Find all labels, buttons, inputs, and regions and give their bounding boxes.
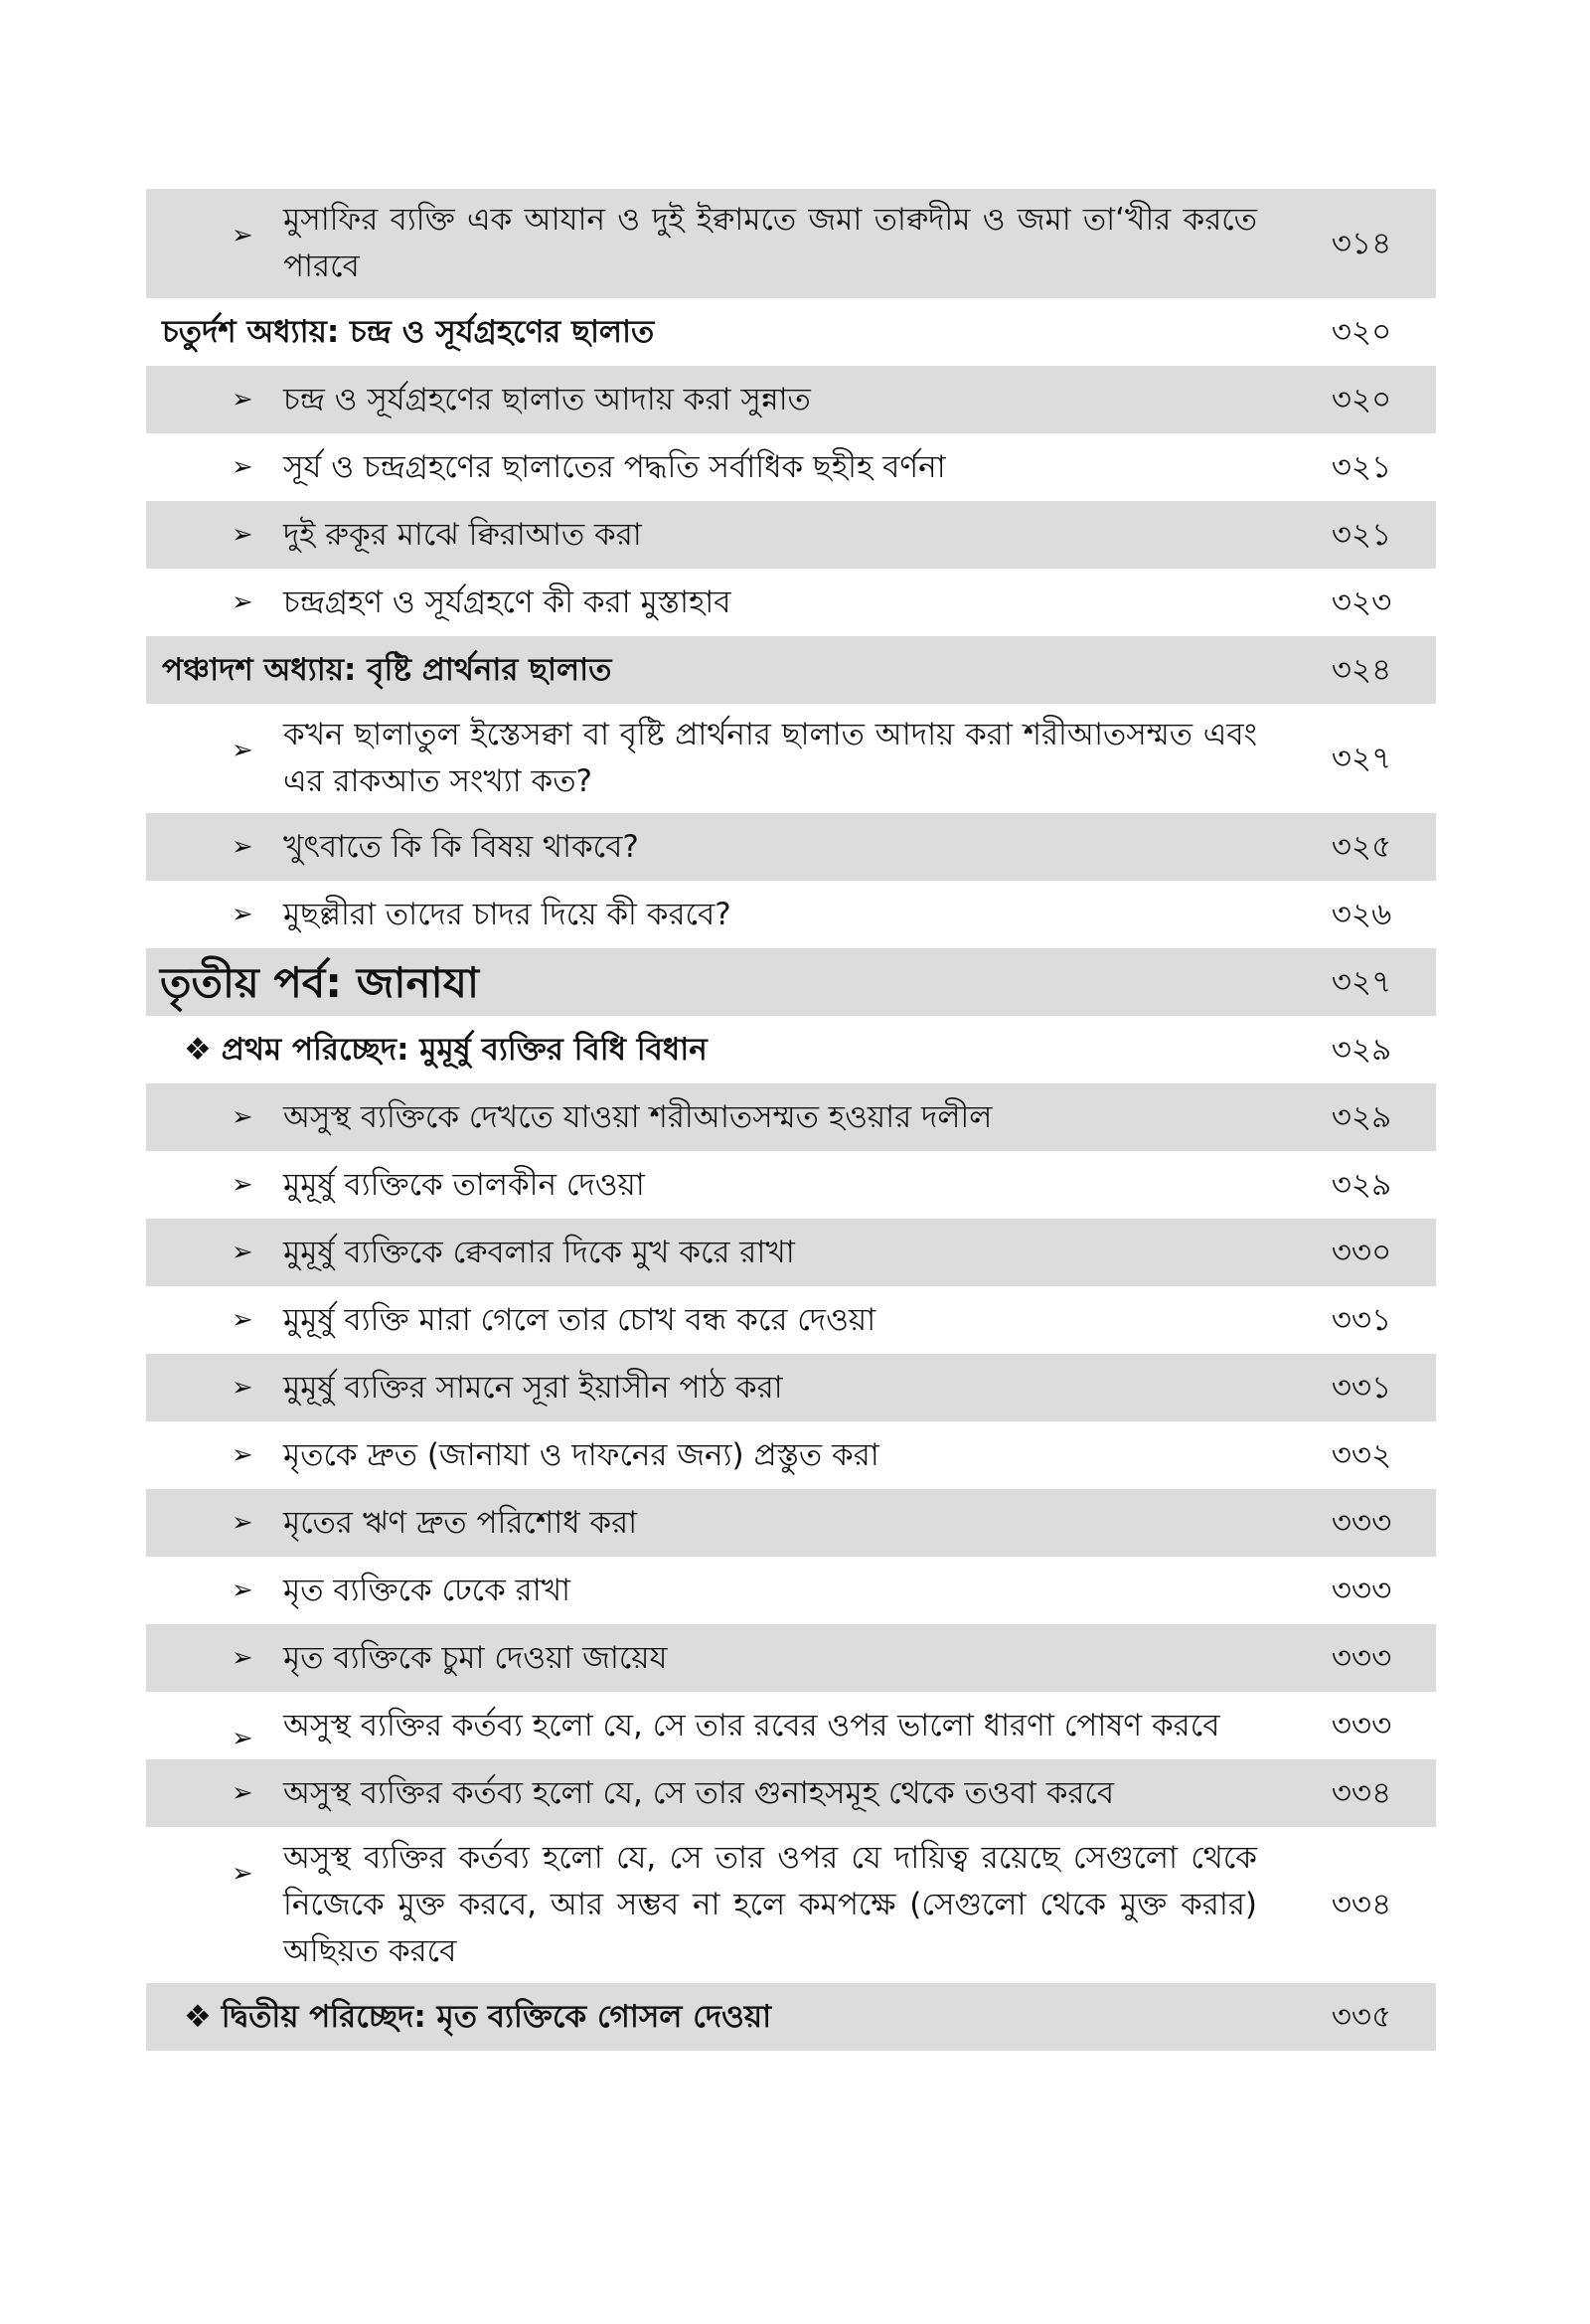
toc-entry xyxy=(146,366,1436,433)
toc-entry xyxy=(146,1759,1436,1827)
toc-entry-page: ৩২৯ xyxy=(1331,1031,1392,1068)
toc-entry-page: ৩৩৩ xyxy=(1331,1707,1392,1743)
toc-entry-title: মুছল্লীরা তাদের চাদর দিয়ে কী করবে? xyxy=(283,896,731,932)
arrowhead-bullet-icon: ➢ xyxy=(232,1724,253,1753)
toc-entry xyxy=(146,881,1436,948)
toc-entry-title: খুৎবাতে কি কি বিষয় থাকবে? xyxy=(283,828,639,865)
section-title-wrap xyxy=(146,1027,1287,1074)
toc-chapter-heading xyxy=(146,636,1436,704)
toc-section-heading xyxy=(146,1016,1436,1083)
toc-entry-title: মুমূর্ষু ব্যক্তিকে তালকীন দেওয়া xyxy=(283,1166,645,1203)
arrowhead-bullet-icon: ➢ xyxy=(232,587,253,617)
toc-entry-page: ৩২৯ xyxy=(1331,1166,1392,1203)
arrowhead-bullet-icon: ➢ xyxy=(232,1305,253,1335)
arrowhead-bullet-icon: ➢ xyxy=(232,221,253,250)
arrowhead-bullet-icon: ➢ xyxy=(232,520,253,550)
toc-part-heading xyxy=(146,948,1436,1016)
toc-entry-page: ৩৩৪ xyxy=(1331,1774,1392,1811)
toc-entry-page: ৩২১ xyxy=(1331,448,1392,485)
chapter-title: চতুর্দশ অধ্যায়: চন্দ্র ও সূর্যগ্রহণের ছালাত xyxy=(162,313,655,350)
toc-entry xyxy=(146,813,1436,881)
toc-entry-page: ৩৩১ xyxy=(1331,1369,1392,1406)
toc-entry-title: অসুস্থ ব্যক্তিকে দেখতে যাওয়া শরীআতসম্মত হওয়ার দলীল xyxy=(283,1098,993,1135)
arrowhead-bullet-icon: ➢ xyxy=(232,1576,253,1605)
toc-entry-title: মুসাফির ব্যক্তি এক আযান ও দুই ইক্বামতে জমা তাক্বদীম ও জমা তা‘খীর করতে পারবে xyxy=(283,202,1257,284)
toc-entry-page: ৩১৪ xyxy=(1331,225,1392,261)
toc-entry xyxy=(146,1286,1436,1354)
toc-entry-page: ৩৩২ xyxy=(1331,1436,1392,1473)
toc-entry-title: মৃত ব্যক্তিকে ঢেকে রাখা xyxy=(283,1572,571,1608)
toc-entry-page: ৩৩৫ xyxy=(1331,1998,1392,2035)
toc-entry xyxy=(146,1354,1436,1421)
part-title: তৃতীয় পর্ব: জানাযা xyxy=(160,957,480,1007)
section-title: দ্বিতীয় পরিচ্ছেদ: মৃত ব্যক্তিকে গোসল দেওয়া xyxy=(221,1998,772,2035)
arrowhead-bullet-icon: ➢ xyxy=(232,1440,253,1470)
arrowhead-bullet-icon: ➢ xyxy=(232,452,253,482)
toc-entry-title: মুমূর্ষু ব্যক্তির সামনে সূরা ইয়াসীন পাঠ করা xyxy=(283,1369,783,1406)
toc-entry xyxy=(146,1489,1436,1557)
toc-entry-page: ৩২০ xyxy=(1331,381,1392,417)
arrowhead-bullet-icon: ➢ xyxy=(232,1778,253,1808)
toc-entry xyxy=(146,1692,1436,1759)
toc-entry-page: ৩৩৩ xyxy=(1331,1639,1392,1676)
table-of-contents xyxy=(146,189,1436,2051)
toc-entry xyxy=(146,1151,1436,1219)
toc-entry-page: ৩২৭ xyxy=(1331,740,1392,776)
toc-chapter-heading xyxy=(146,298,1436,366)
chapter-title: পঞ্চাদশ অধ্যায়: বৃষ্টি প্রার্থনার ছালাত xyxy=(162,651,612,688)
toc-entry-title: অসুস্থ ব্যক্তির কর্তব্য হলো যে, সে তার গুনাহসমূহ থেকে তওবা করবে xyxy=(283,1774,1115,1811)
toc-entry-page: ৩২৫ xyxy=(1331,828,1392,865)
toc-entry-page: ৩২৭ xyxy=(1331,963,1392,1000)
toc-entry-page: ৩২৯ xyxy=(1331,1098,1392,1135)
section-title-wrap xyxy=(146,1994,1287,2041)
toc-entry xyxy=(146,704,1436,813)
arrowhead-bullet-icon: ➢ xyxy=(232,832,253,862)
toc-entry xyxy=(146,1421,1436,1489)
toc-entry-page: ৩২১ xyxy=(1331,516,1392,553)
toc-entry xyxy=(146,433,1436,501)
toc-entry xyxy=(146,1827,1436,1983)
toc-entry-page: ৩২০ xyxy=(1331,313,1392,350)
toc-entry-page: ৩৩৩ xyxy=(1331,1572,1392,1608)
arrowhead-bullet-icon: ➢ xyxy=(232,1170,253,1200)
toc-section-heading xyxy=(146,1983,1436,2051)
arrowhead-bullet-icon: ➢ xyxy=(232,1238,253,1267)
toc-entry xyxy=(146,189,1436,298)
toc-entry-page: ৩২৬ xyxy=(1331,896,1392,932)
diamond-ornament-icon: ❖ xyxy=(184,1998,212,2035)
toc-entry-title: মুমূর্ষু ব্যক্তিকে ক্বেবলার দিকে মুখ করে রাখা xyxy=(283,1234,795,1270)
toc-entry-page: ৩৩১ xyxy=(1331,1301,1392,1338)
toc-entry-title: মৃত ব্যক্তিকে চুমা দেওয়া জায়েয xyxy=(283,1639,668,1676)
toc-entry-title: মুমূর্ষু ব্যক্তি মারা গেলে তার চোখ বন্ধ করে দেওয়া xyxy=(283,1301,876,1338)
toc-entry xyxy=(146,501,1436,569)
arrowhead-bullet-icon: ➢ xyxy=(232,1373,253,1403)
arrowhead-bullet-icon: ➢ xyxy=(232,736,253,765)
toc-entry-page: ৩২৩ xyxy=(1331,583,1392,620)
toc-entry xyxy=(146,1624,1436,1692)
toc-entry xyxy=(146,569,1436,636)
toc-entry-title: চন্দ্রগ্রহণ ও সূর্যগ্রহণে কী করা মুস্তাহাব xyxy=(283,583,731,620)
toc-entry-title: মৃতের ঋণ দ্রুত পরিশোধ করা xyxy=(283,1504,638,1541)
arrowhead-bullet-icon: ➢ xyxy=(232,900,253,929)
toc-entry xyxy=(146,1557,1436,1624)
toc-entry-title: চন্দ্র ও সূর্যগ্রহণের ছালাত আদায় করা সুন্নাত xyxy=(283,381,811,417)
toc-entry-title: অসুস্থ ব্যক্তির কর্তব্য হলো যে, সে তার রবের ওপর ভালো ধারণা পোষণ করবে xyxy=(283,1707,1220,1743)
arrowhead-bullet-icon: ➢ xyxy=(232,1102,253,1132)
arrowhead-bullet-icon: ➢ xyxy=(232,1859,253,1889)
toc-entry-page: ৩২৪ xyxy=(1331,651,1392,688)
section-title: প্রথম পরিচ্ছেদ: মুমূর্ষু ব্যক্তির বিধি বিধান xyxy=(221,1031,708,1068)
toc-entry-title: অসুস্থ ব্যক্তির কর্তব্য হলো যে, সে তার ওপর যে দায়িত্ব রয়েছে সেগুলো থেকে নিজেকে মুক্ত করবে, আর সম্ভব না হলে কমপক্ষে (সেগুলো থেকে মুক্ত করার) অছিয়ত করবে xyxy=(283,1840,1257,1969)
arrowhead-bullet-icon: ➢ xyxy=(232,385,253,415)
toc-entry xyxy=(146,1083,1436,1151)
diamond-ornament-icon: ❖ xyxy=(184,1031,212,1068)
toc-entry xyxy=(146,1219,1436,1286)
arrowhead-bullet-icon: ➢ xyxy=(232,1508,253,1538)
toc-entry-title: কখন ছালাতুল ইস্তেসক্বা বা বৃষ্টি প্রার্থনার ছালাত আদায় করা শরীআতসম্মত এবং এর রাকআত সংখ্যা কত? xyxy=(283,717,1257,799)
toc-entry-page: ৩৩০ xyxy=(1331,1234,1392,1270)
arrowhead-bullet-icon: ➢ xyxy=(232,1643,253,1673)
toc-entry-page: ৩৩৩ xyxy=(1331,1504,1392,1541)
toc-entry-page: ৩৩৪ xyxy=(1331,1887,1392,1922)
toc-entry-title: মৃতকে দ্রুত (জানাযা ও দাফনের জন্য) প্রস্তুত করা xyxy=(283,1436,879,1473)
toc-entry-title: দুই রুকূর মাঝে ক্বিরাআত করা xyxy=(283,516,642,553)
toc-entry-title: সূর্য ও চন্দ্রগ্রহণের ছালাতের পদ্ধতি সর্বাধিক ছহীহ বর্ণনা xyxy=(283,448,946,485)
